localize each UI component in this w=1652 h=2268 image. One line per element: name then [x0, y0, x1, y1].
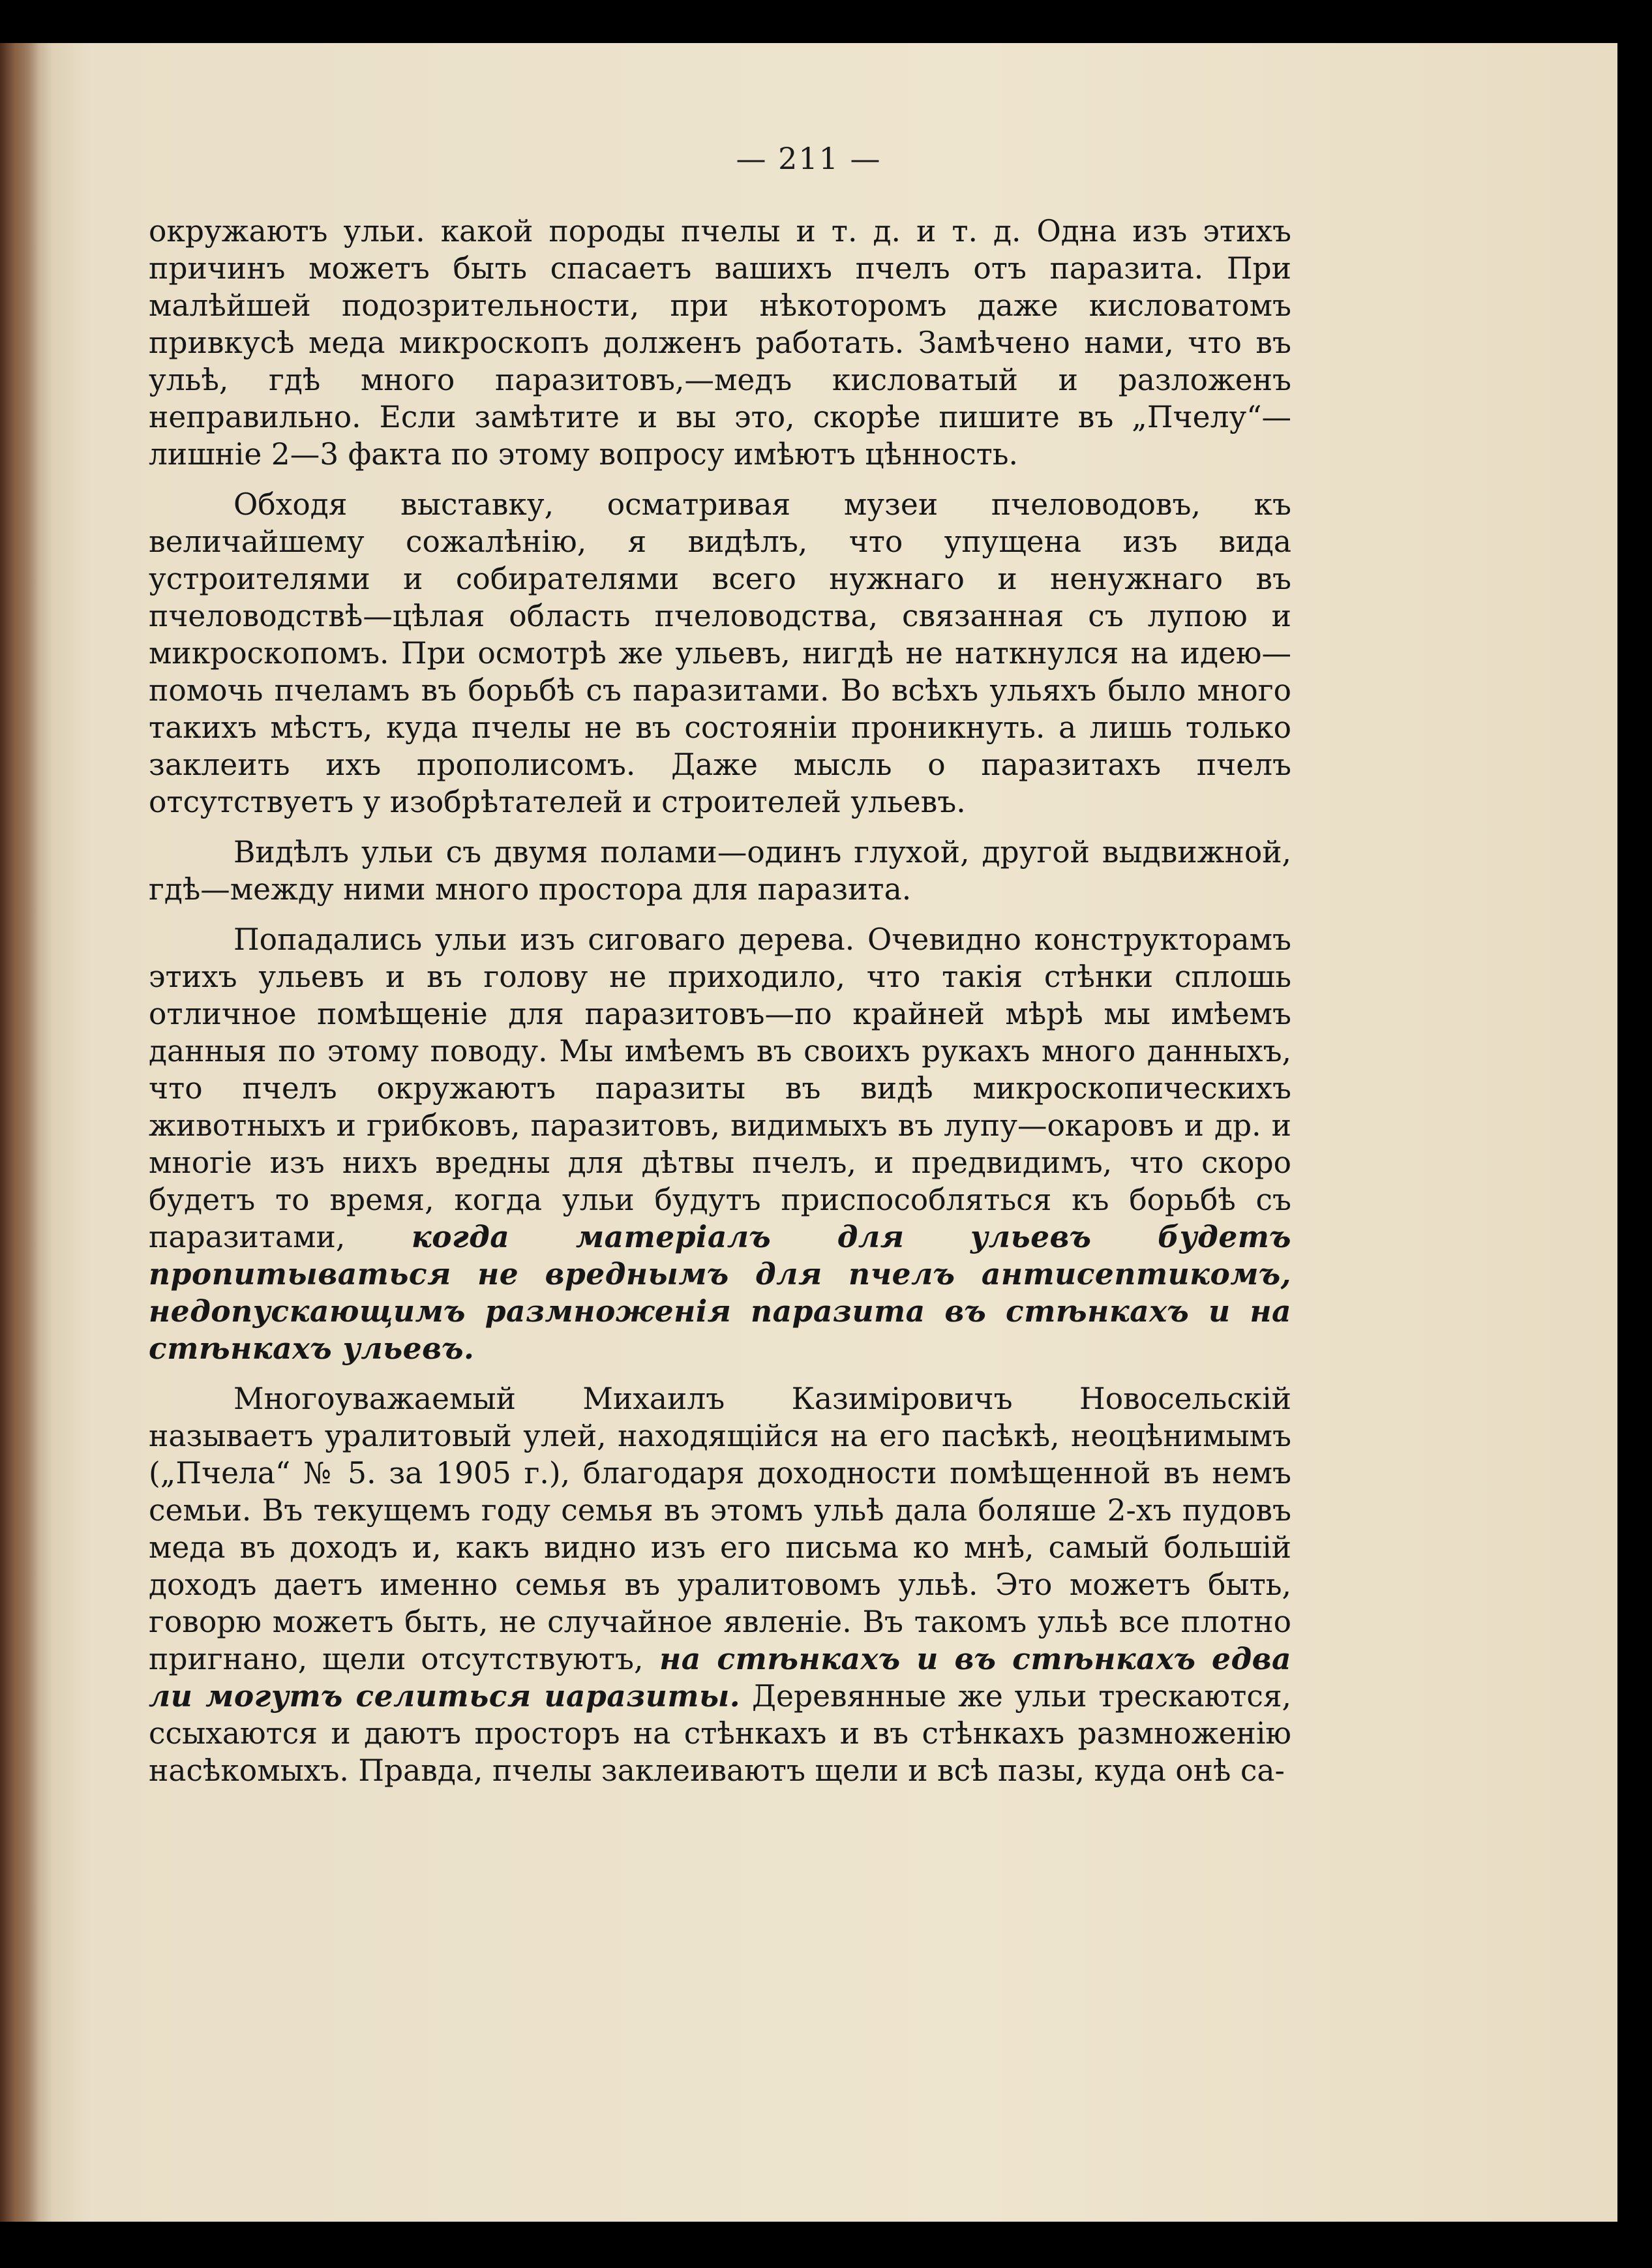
paragraph-3-text: Видѣлъ ульи съ двумя полами—одинъ глухой, другой выдвижной, гдѣ—между ними много простора для паразита.	[149, 835, 1291, 907]
body-text	[149, 213, 1291, 1802]
book-page	[0, 43, 1617, 2222]
paragraph-2-text: Обходя выставку, осматривая музеи пчеловодовъ, къ величайшему сожалѣнію, я видѣлъ, что упущена изъ вида устроителями и собирателями всего нужнаго и ненужнаго въ пчеловодствѣ—цѣлая область пчеловодства, связанная съ лупою и микроскопомъ. При осмотрѣ же ульевъ, нигдѣ не наткнулся на идею—помочь пчеламъ въ борьбѣ съ паразитами. Во всѣхъ ульяхъ было много такихъ мѣстъ, куда пчелы не въ состояніи проникнуть. а лишь только заклеить ихъ прополисомъ. Даже мысль о паразитахъ пчелъ отсутствуетъ у изобрѣтателей и строителей ульевъ.	[149, 487, 1291, 819]
paragraph-4-italic: когда матеріалъ для ульевъ будетъ пропитываться не вреднымъ для пчелъ антисептикомъ, недопускающимъ размноженія паразита въ стѣнкахъ и на стѣнкахъ ульевъ.	[149, 1219, 1291, 1366]
paragraph-3	[149, 834, 1291, 908]
paragraph-5-tail: Деревянные же ульи трескаются, ссыхаются и даютъ просторъ на стѣнкахъ и въ стѣнкахъ размноженію насѣкомыхъ. Правда, пчелы заклеиваютъ щели и всѣ пазы, куда онѣ са-	[149, 1679, 1291, 1788]
paragraph-1	[149, 213, 1291, 473]
paragraph-5-italic: на стѣнкахъ и въ стѣнкахъ едва ли могутъ селиться иаразиты.	[149, 1641, 1291, 1714]
paragraph-1-text: окружаютъ ульи. какой породы пчелы и т. д. и т. д. Одна изъ этихъ причинъ можетъ быть спасаетъ вашихъ пчелъ отъ паразита. При малѣйшей подозрительности, при нѣкоторомъ даже кисловатомъ привкусѣ меда микроскопъ долженъ работать. Замѣчено нами, что въ ульѣ, гдѣ много паразитовъ,—медъ кисловатый и разложенъ неправильно. Если замѣтите и вы это, скорѣе пишите въ „Пчелу“—лишніе 2—3 факта по этому вопросу имѣютъ цѣнность.	[149, 214, 1291, 472]
book-spine-shadow	[0, 43, 39, 2222]
paragraph-5-text: Многоуважаемый Михаилъ Казиміровичъ Новосельскій называетъ уралитовый улей, находящійся на его пасѣкѣ, неоцѣнимымъ („Пчела“ № 5. за 1905 г.), благодаря доходности помѣщенной въ немъ семьи. Въ текущемъ году семья въ этомъ ульѣ дала боляше 2-хъ пудовъ меда въ доходъ и, какъ видно изъ его письма ко мнѣ, самый большій доходъ даетъ именно семья въ уралитовомъ ульѣ. Это можетъ быть, говорю можетъ быть, не случайное явленіе. Въ такомъ ульѣ все плотно пригнано, щели отсутствуютъ,	[149, 1382, 1291, 1676]
paragraph-4	[149, 921, 1291, 1367]
paragraph-4-text: Попадались ульи изъ сиговаго дерева. Очевидно конструкторамъ этихъ ульевъ и въ голову не приходило, что такія стѣнки сплошь отличное помѣщеніе для паразитовъ—по крайней мѣрѣ мы имѣемъ данныя по этому поводу. Мы имѣемъ въ своихъ рукахъ много данныхъ, что пчелъ окружаютъ паразиты въ видѣ микроскопическихъ животныхъ и грибковъ, паразитовъ, видимыхъ въ лупу—окаровъ и др. и многіе изъ нихъ вредны для дѣтвы пчелъ, и предвидимъ, что скоро будетъ то время, когда ульи будутъ приспособляться къ борьбѣ съ паразитами,	[149, 922, 1291, 1254]
page-number: — 211 —	[736, 141, 882, 176]
paragraph-2	[149, 486, 1291, 821]
paragraph-5	[149, 1380, 1291, 1789]
